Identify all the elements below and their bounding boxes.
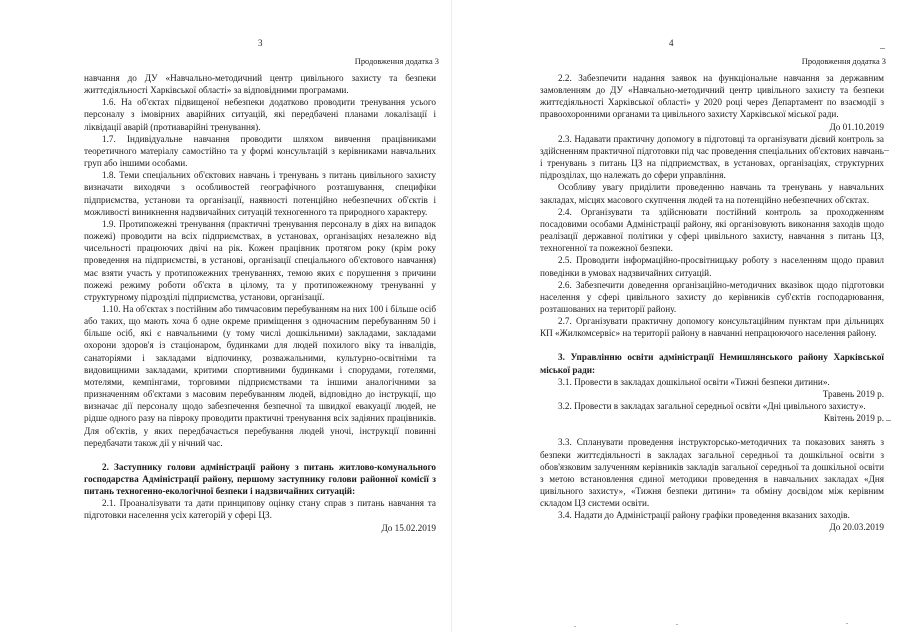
section-3-heading: 3. Управлінню освіти адміністрації Немишлянського району Харківської міської ради: [540, 352, 884, 375]
paragraph-2-1: 2.1. Проаналізувати та дати принципову оцінку стану справ з питань навчання та підготовки населення усіх категорій у сфері ЦЗ. [84, 498, 436, 521]
page-body [540, 72, 884, 534]
deadline-3-4: До 20.03.2019 [829, 522, 884, 533]
document-page-right [452, 0, 903, 632]
deadline-3-1: Травень 2019 р. [822, 388, 884, 399]
scan-mark [880, 48, 885, 49]
paragraph-2-4: 2.4. Організувати та здійснювати постійний контроль за проходженням посадовими особами Адміністрації району, які організовують виконання заходів щодо реалізації державної політики у сфері цивільного захисту, навчання з питань ЦЗ, техногенної та пожежної безпеки. [540, 206, 884, 254]
page-number: 4 [669, 38, 674, 48]
appendix-continuation-label: Продовження додатка 3 [801, 57, 886, 66]
paragraph-3-2: 3.2. Провести в закладах загальної середньої освіти «Дні цивільного захисту». [558, 401, 866, 412]
scan-mark [886, 420, 891, 421]
paragraph-2-6: 2.6. Забезпечити доведення організаційно-методичних вказівок щодо підготовки населення у сфері цивільного захисту до керівників суб'єктів господарювання, розташованих на території району. [540, 279, 884, 314]
paragraph-1-10: 1.10. На об'єктах з постійним або тимчасовим перебуванням на них 100 і більше осіб або таких, що мають хоча б одне окреме приміщення з одночасним перебуванням 50 і більше осіб, які є навчальними (у тому числі дошкільними) закладами, закладами охорони здоров'я із стаціонаром, будинками для людей похилого віку та інвалідів, санаторіями і закладами відпочинку, розважальними, культурно-освітніми та видовищними закладами, критими спортивними будинками і спорудами, готелями, мотелями, кемпінгами, торговими підприємствами та іншими аналогічними за призначенням об'єктами з масовим перебуванням людей, відповідно до інструкції, що визначає дії персоналу щодо забезпечення безпечної та швидкої евакуації людей, не рідше одного разу на півроку проводити практичні тренування всіх задіяних працівників. Для об'єктів, у яких передбачається перебування людей уночі, інструкції повинні передбачати також дії у нічний час. [84, 303, 436, 448]
paragraph-1-5-continued: навчання до ДУ «Навчально-методичний центр цивільного захисту та безпеки життєдіяльності Харківської області» за відповідними програмами. [84, 73, 436, 96]
paragraph-1-8: 1.8. Теми спеціальних об'єктових навчань і тренувань з питань цивільного захисту визначати виходячи з особливостей географічного розташування, специфіки підприємства, установи та організації, наявності потенційно небезпечних об'єктів і можливості виникнення надзвичайних ситуацій техногенного та природного характеру. [84, 170, 436, 217]
page-body [84, 72, 436, 534]
spacer [540, 339, 884, 351]
paragraph-2-2: 2.2. Забезпечити надання заявок на функціональне навчання за державним замовленням до ДУ «Навчально-методичний центр цивільного захисту та безпеки життєдіяльності Харківської області» у 2020 році через Департамент по взаємодії з правоохоронними органами та цивільного захисту Харківської міської ради. [540, 73, 884, 120]
scan-speck [846, 623, 848, 624]
paragraph-2-7: 2.7. Організувати практичну допомогу консультаційним пунктам при дільницях КП «Жилкомсервіс» на території району в навчанні непрацюючого населення району. [540, 316, 884, 339]
paragraph-3-3: 3.3. Спланувати проведення інструкторсько-методичних та показових занять з безпеки життєдіяльності в закладах загальної середньої та дошкільної освіти з обов'язковим залученням керівників закладів загальної середньої та дошкільної освіти з метою встановлення єдиної методики проведення в навчальних закладах «Дня цивільного захисту», «Тижня безпеки дитини» та обміну досвідом між керівним складом ЦЗ системи освіти. [540, 437, 884, 509]
scan-speck [676, 624, 678, 625]
paragraph-3-1: 3.1. Провести в закладах дошкільної освіти «Тижні безпеки дитини». [558, 376, 830, 387]
scan-mark [884, 150, 889, 151]
spacer [540, 424, 884, 436]
deadline-2-1: До 15.02.2019 [381, 522, 436, 533]
paragraph-1-9: 1.9. Протипожежні тренування (практичні тренування персоналу в діях на випадок пожежі) проводити на всіх підприємствах, в установах, організаціях незалежно від чисельності працюючих двічі на рік. Кожен працівник протягом року (крім року проведення на підприємстві, в установі, організації спеціального об'єктового навчання) має взяти участь у протипожежних тренуваннях, темою яких є порушення з причини пожежі режиму роботи об'єкта в цілому, та у протипожежному тренуванні у структурному підрозділі підприємства, установи, організації. [84, 218, 436, 302]
paragraph-2-3-note: Особливу увагу приділити проведенню навчань та тренувань у навчальних закладах, місцях масового скупчення людей та на потенційно небезпечних об'єктах. [540, 182, 884, 205]
paragraph-3-4: 3.4. Надати до Адміністрації району графіки проведення вказаних заходів. [558, 510, 850, 521]
paragraph-2-5: 2.5. Проводити інформаційно-просвітницьку роботу з населенням щодо правил поведінки в умовах надзвичайних ситуацій. [540, 255, 884, 278]
appendix-continuation-label: Продовження додатка 3 [354, 57, 439, 66]
section-2-heading: 2. Заступнику голови адміністрації району з питань житлово-комунального господарства Адміністрації району, першому заступнику голови районної комісії з питань техногенно-екологічної безпеки і надзвичайних ситуацій: [84, 461, 436, 497]
spacer [84, 449, 436, 461]
paragraph-2-3: 2.3. Надавати практичну допомогу в підготовці та організувати дієвий контроль за здійсненням практичної підготовки під час проведення спеціальних об'єктових навчань і тренувань з питань ЦЗ на підприємствах, в установах, організаціях, структурних підрозділах, що належать до сфери управління. [540, 133, 884, 181]
page-number: 3 [258, 38, 263, 48]
deadline-3-2: Квітень 2019 р. [823, 413, 884, 424]
deadline-2-2: До 01.10.2019 [829, 121, 884, 132]
paragraph-1-7: 1.7. Індивідуальне навчання проводити шляхом вивчення працівниками теоретичного матеріалу самостійно та у формі консультацій з керівниками навчальних груп або іншими особами. [84, 133, 436, 169]
paragraph-1-6: 1.6. На об'єктах підвищеної небезпеки додатково проводити тренування усього персоналу з імовірних аварійних ситуацій, які передбачені планами локалізації і ліквідації аварій (протиаварійні тренування). [84, 97, 436, 132]
scan-speck [574, 626, 576, 627]
